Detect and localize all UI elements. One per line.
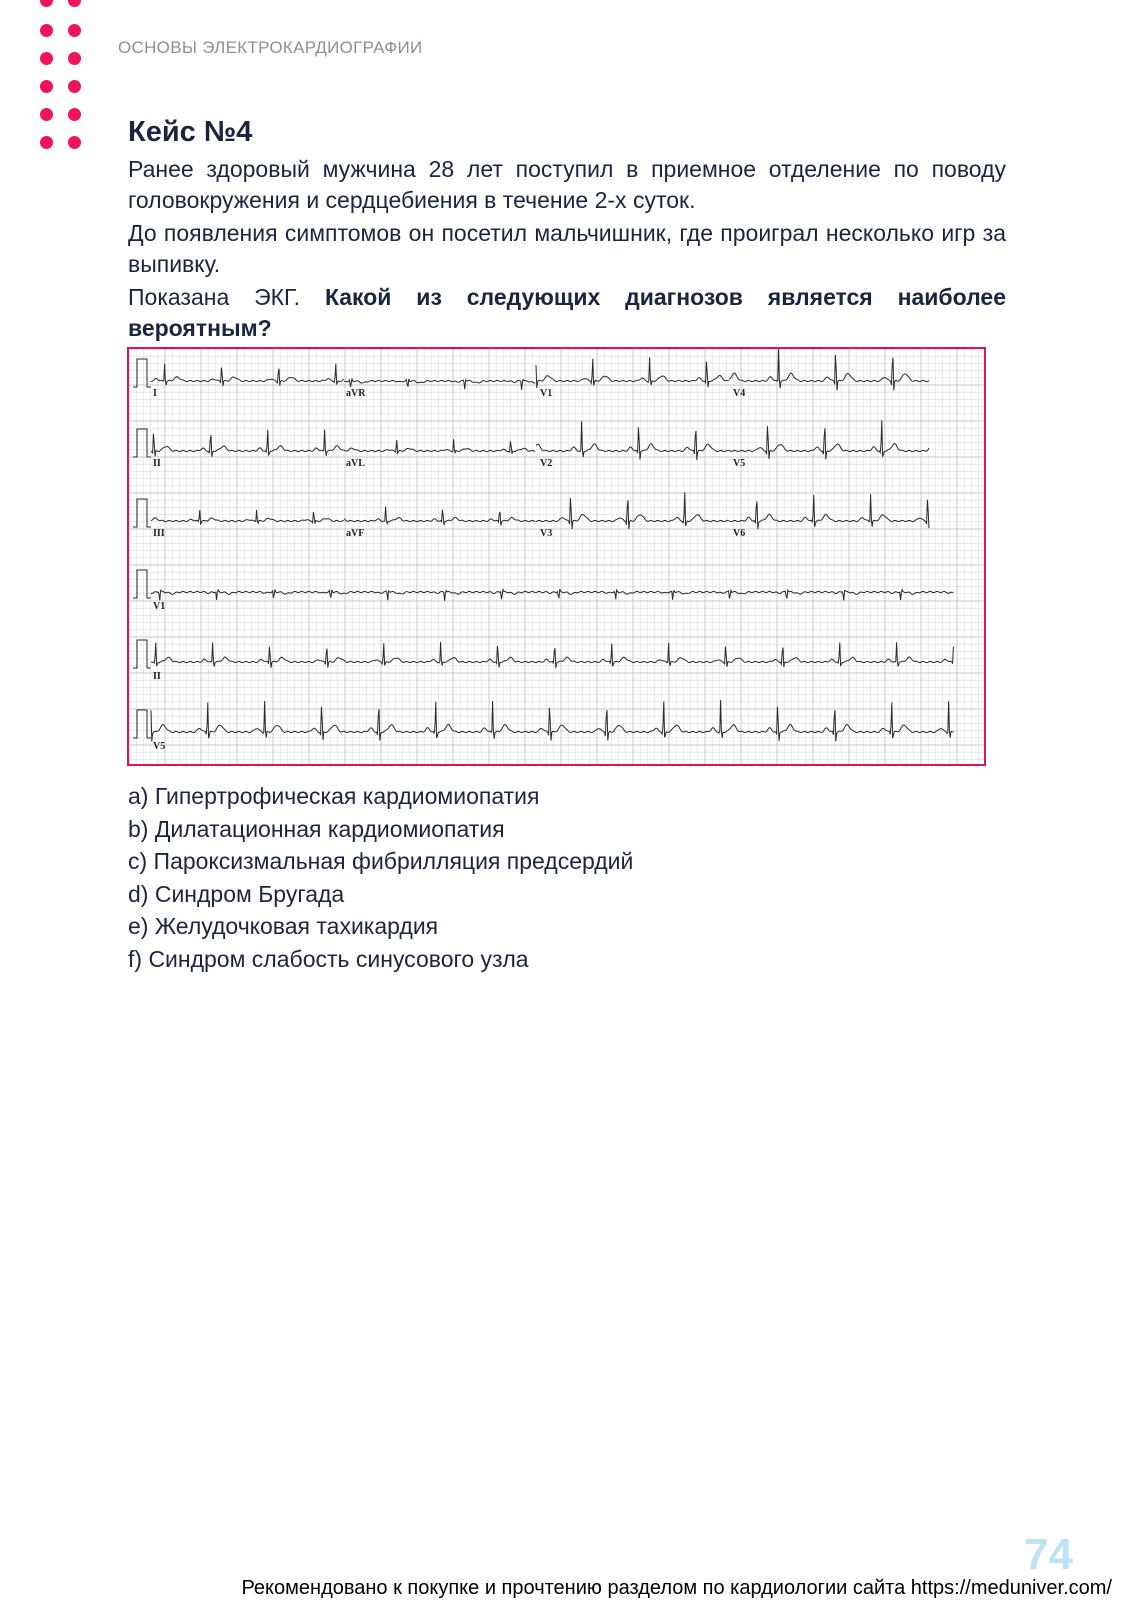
lead-label-III: III [153, 528, 165, 539]
case-paragraph-1: Ранее здоровый мужчина 28 лет поступил в приемное отделение по поводу головокружения и сердцебиения в течение 2-х суток. [128, 156, 1006, 213]
rhythm-label-V1: V1 [153, 601, 166, 612]
rhythm-label-II: II [153, 671, 161, 682]
lead-label-aVL: aVL [346, 458, 365, 469]
lead-label-V1: V1 [540, 388, 553, 399]
answer-options [128, 780, 1008, 975]
lead-label-V3: V3 [540, 528, 553, 539]
ecg-tracing [129, 349, 984, 764]
running-header: ОСНОВЫ ЭЛЕКТРОКАРДИОГРАФИИ [118, 38, 423, 57]
lead-label-V6: V6 [733, 528, 746, 539]
answer-option-e[interactable]: e) Желудочковая тахикардия [128, 913, 439, 939]
lead-label-I: I [153, 388, 157, 399]
calibration-pulse-2 [133, 429, 151, 457]
answer-option-c[interactable]: c) Пароксизмальная фибрилляция предсердий [128, 848, 634, 874]
ecg-lead-trace-I [151, 364, 344, 386]
ecg-lead-trace-V2 [536, 421, 729, 460]
answer-option-d[interactable]: d) Синдром Бругада [128, 880, 345, 907]
lead-label-V5: V5 [733, 458, 746, 469]
ecg-lead-trace-II [151, 430, 344, 457]
ecg-lead-trace-V4 [729, 349, 929, 390]
ecg-rhythm-strip-V1 [151, 589, 953, 601]
ecg-grid-minor [129, 349, 984, 764]
ecg-lead-trace-V3 [536, 492, 729, 529]
page-number: 74 [1024, 1530, 1073, 1579]
ecg-lead-trace-aVR [344, 379, 535, 390]
footer-note: Рекомендовано к покупке и прочтению разделом по кардиологии сайта https://meduniver.com/ [241, 1577, 1112, 1599]
calibration-pulse-3 [133, 499, 151, 527]
question-lead: Показана ЭКГ. [128, 284, 325, 310]
case-question [128, 282, 1006, 344]
case-paragraph-2: До появления симптомов он посетил мальчишник, где проиграл несколько игр за выпивку. [128, 220, 1006, 277]
calibration-pulse-6 [133, 710, 151, 738]
ecg-rhythm-strip-V5 [151, 700, 953, 741]
ecg-lead-trace-V5 [729, 420, 929, 459]
ecg-lead-trace-V1 [536, 357, 729, 388]
question-bold: Какой из следующих диагнозов является наиболее вероятным? [128, 284, 1006, 341]
case-content [128, 114, 1006, 346]
ecg-image [127, 347, 986, 766]
lead-label-II: II [153, 458, 161, 469]
ecg-lead-trace-aVL [344, 439, 535, 453]
answer-option-b[interactable]: b) Дилатационная кардиомиопатия [128, 815, 505, 842]
ecg-lead-trace-aVF [344, 507, 535, 526]
ecg-lead-trace-V6 [729, 494, 929, 529]
lead-label-aVR: aVR [346, 388, 366, 399]
lead-label-V2: V2 [540, 458, 553, 469]
answer-option-a[interactable]: a) Гипертрофическая кардиомиопатия [128, 783, 540, 809]
decorative-dots [40, 0, 90, 160]
answer-option-f[interactable]: f) Синдром слабость синусового узла [128, 945, 529, 972]
lead-label-aVF: aVF [346, 528, 365, 539]
rhythm-label-V5: V5 [153, 741, 166, 752]
case-title: Кейс №4 [128, 116, 253, 148]
lead-label-V4: V4 [733, 388, 746, 399]
ecg-rhythm-strip-II [151, 642, 953, 668]
